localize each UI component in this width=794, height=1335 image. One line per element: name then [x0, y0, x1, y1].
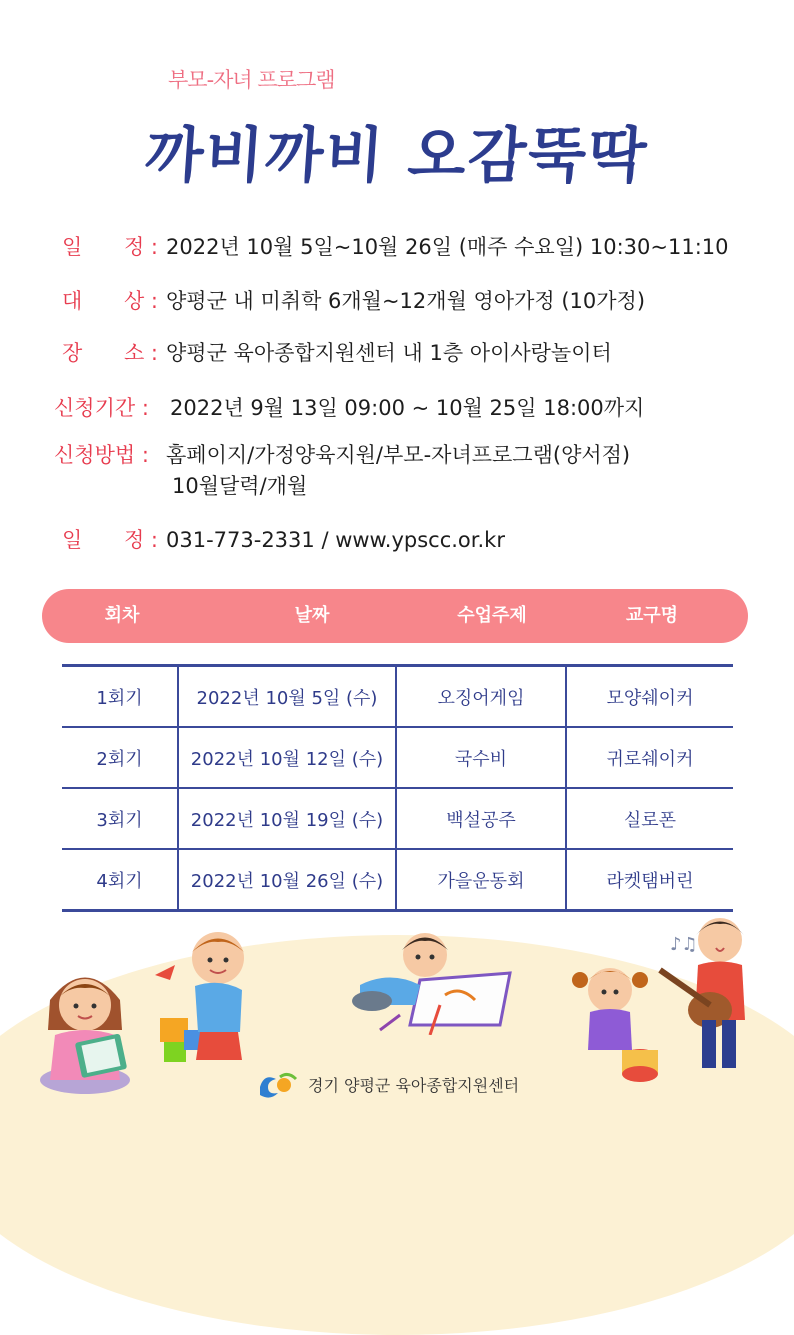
cell-topic: 백설공주: [396, 788, 566, 849]
table-row: [62, 727, 733, 788]
info-row-contact: [50, 525, 505, 559]
table-row: [62, 849, 733, 911]
schedule-table: [62, 664, 733, 912]
info-row-target: [50, 286, 645, 320]
cell-date: 2022년 10월 26일 (수): [178, 849, 396, 911]
cell-date: 2022년 10월 12일 (수): [178, 727, 396, 788]
table-row: [62, 666, 733, 728]
cell-topic: 가을운동회: [396, 849, 566, 911]
girl-reading-illustration: [30, 960, 160, 1100]
info-label: [50, 393, 166, 424]
cell-tool: 모양쉐이커: [566, 666, 733, 728]
kids-music-illustration: [570, 910, 770, 1090]
cell-session: 1회기: [62, 666, 178, 728]
info-value: 031-773-2331 / www.ypscc.or.kr: [166, 528, 505, 552]
label-part: 일: [62, 528, 83, 552]
label-part: 소 :: [123, 341, 158, 365]
label-part: 상 :: [123, 289, 158, 313]
boy-plane-illustration: [150, 920, 260, 1070]
cell-session: 4회기: [62, 849, 178, 911]
header-tool: 교구명: [625, 605, 679, 626]
info-label: [50, 525, 166, 556]
info-row-apply-period: [50, 393, 644, 427]
cell-tool: 귀로쉐이커: [566, 727, 733, 788]
label-part: 장: [62, 341, 83, 365]
svg-text:♪♫: ♪♫: [670, 934, 698, 955]
info-value: 홈페이지/가정양육지원/부모-자녀프로그램(양서점): [166, 443, 631, 467]
table-row: [62, 788, 733, 849]
header-session: 회차: [104, 605, 140, 626]
cell-session: 3회기: [62, 788, 178, 849]
cell-topic: 국수비: [396, 727, 566, 788]
info-row-place: [50, 338, 612, 372]
info-value: 양평군 내 미취학 6개월~12개월 영아가정 (10가정): [166, 289, 646, 313]
info-row-schedule: [50, 232, 729, 266]
info-value: 2022년 9월 13일 09:00 ~ 10월 25일 18:00까지: [170, 396, 645, 420]
cell-date: 2022년 10월 5일 (수): [178, 666, 396, 728]
info-value-line2: 10월달력/개월: [172, 474, 308, 498]
program-subtitle: 부모-자녀 프로그램: [168, 68, 335, 92]
label-part: 일: [62, 235, 83, 259]
info-value: 양평군 육아종합지원센터 내 1층 아이사랑놀이터: [166, 341, 612, 365]
cell-tool: 라켓탬버린: [606, 870, 694, 892]
header-topic: 수업주제: [457, 605, 527, 626]
org-name: 경기 양평군 육아종합지원센터: [308, 1075, 520, 1095]
label-part: 정 :: [123, 528, 158, 552]
cell-topic: 오징어게임: [396, 666, 566, 728]
org-logo-icon: [254, 1069, 300, 1099]
info-label: [50, 440, 166, 471]
info-row-apply-method: [50, 440, 630, 506]
label-part: 정 :: [123, 235, 158, 259]
program-title: 까비까비 오감뚝딱: [142, 121, 651, 191]
cell-date: 2022년 10월 19일 (수): [178, 788, 396, 849]
info-label: [50, 232, 166, 263]
info-label: [50, 286, 166, 317]
cell-tool: 실로폰: [566, 788, 733, 849]
info-value: 2022년 10월 5일~10월 26일 (매주 수요일) 10:30~11:10: [166, 235, 729, 259]
footer-org: [254, 1068, 519, 1100]
info-label: [50, 338, 166, 369]
header-date: 날짜: [294, 605, 330, 626]
boy-drawing-illustration: [350, 925, 520, 1035]
label-part: 신청기간 :: [54, 396, 149, 420]
cell-session: 2회기: [62, 727, 178, 788]
info-value-block: [166, 440, 630, 502]
label-part: 신청방법 :: [54, 443, 149, 467]
schedule-header-bar: [42, 589, 748, 643]
label-part: 대: [62, 289, 83, 313]
